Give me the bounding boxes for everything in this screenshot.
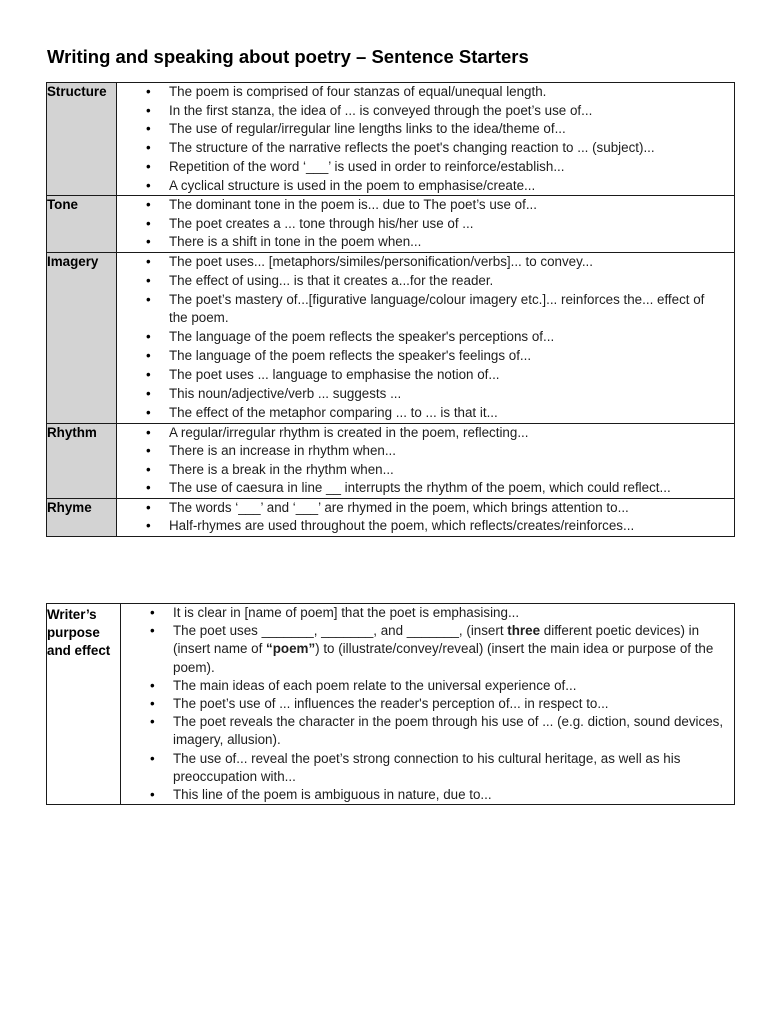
category-rhyme: Rhyme <box>47 498 117 536</box>
list-item: • The structure of the narrative reflects the poet's changing reaction to ... (subject)... <box>117 139 734 158</box>
list-item: • The poet’s mastery of...[figurative language/colour imagery etc.]... reinforces the... effect of the poem. <box>117 291 734 329</box>
table-row <box>47 252 735 423</box>
list-item: • The use of caesura in line __ interrupts the rhythm of the poem, which could reflect... <box>117 479 734 497</box>
list-item: • The poet uses ... language to emphasise the notion of... <box>117 366 734 385</box>
category-structure: Structure <box>47 83 117 196</box>
bullet-list <box>117 196 734 252</box>
emphasis-poem: “poem” <box>266 641 316 657</box>
item-text: ) to (illustrate/convey/reveal) (insert the main idea or purpose of the poem). <box>173 641 714 675</box>
bullet-list <box>117 424 734 498</box>
list-item: • A regular/irregular rhythm is created in the poem, reflecting... <box>117 424 734 442</box>
list-item: • There is a break in the rhythm when... <box>117 461 734 479</box>
bullet-list <box>121 604 734 804</box>
list-item: • The use of regular/irregular line lengths links to the idea/theme of... <box>117 120 734 139</box>
category-rhythm: Rhythm <box>47 423 117 498</box>
writers-purpose-table <box>46 603 735 805</box>
items-cell <box>121 604 735 805</box>
list-item: • In the first stanza, the idea of ... is conveyed through the poet’s use of... <box>117 102 734 121</box>
list-item: • The poem is comprised of four stanzas of equal/unequal length. <box>117 83 734 102</box>
list-item: • The use of... reveal the poet’s strong connection to his cultural heritage, as well as his preoccupation with... <box>121 750 734 786</box>
bullet-list <box>117 499 734 536</box>
list-item: • It is clear in [name of poem] that the poet is emphasising... <box>121 604 734 622</box>
items-cell <box>117 196 735 253</box>
list-item: • The main ideas of each poem relate to the universal experience of... <box>121 677 734 695</box>
items-cell <box>117 83 735 196</box>
list-item: • The words ‘___’ and ‘___’ are rhymed in the poem, which brings attention to... <box>117 499 734 518</box>
list-item: • The poet creates a ... tone through his/her use of ... <box>117 215 734 234</box>
bullet-list <box>117 83 734 195</box>
list-item: • The poet reveals the character in the poem through his use of ... (e.g. diction, sound devices, imagery, allusion). <box>121 713 734 749</box>
list-item: • This line of the poem is ambiguous in nature, due to... <box>121 786 734 804</box>
list-item: • Repetition of the word ‘___’ is used in order to reinforce/establish... <box>117 158 734 177</box>
list-item: • Half-rhymes are used throughout the poem, which reflects/creates/reinforces... <box>117 517 734 536</box>
list-item: • The language of the poem reflects the speaker's perceptions of... <box>117 328 734 347</box>
list-item: • There is an increase in rhythm when... <box>117 442 734 460</box>
item-text: The poet uses _______, _______, and _______, (insert <box>173 623 508 639</box>
table-row <box>47 83 735 196</box>
items-cell <box>117 252 735 423</box>
list-item: • The dominant tone in the poem is... due to The poet’s use of... <box>117 196 734 215</box>
category-imagery: Imagery <box>47 252 117 423</box>
list-item: • There is a shift in tone in the poem when... <box>117 233 734 252</box>
bullet-list <box>117 253 734 423</box>
sentence-starters-table <box>46 82 735 537</box>
table-row <box>47 423 735 498</box>
category-writers-purpose: Writer’s purpose and effect <box>47 604 121 805</box>
list-item: • A cyclical structure is used in the poem to emphasise/create... <box>117 177 734 196</box>
list-item: • The effect of the metaphor comparing ... to ... is that it... <box>117 404 734 423</box>
page-title: Writing and speaking about poetry – Sentence Starters <box>47 46 529 67</box>
list-item: • The language of the poem reflects the speaker's feelings of... <box>117 347 734 366</box>
list-item: • The poet’s use of ... influences the reader's perception of... in respect to... <box>121 695 734 713</box>
list-item: • The poet uses... [metaphors/similes/personification/verbs]... to convey... <box>117 253 734 272</box>
item-text: different poetic devices) in (insert name of <box>173 623 700 657</box>
list-item: • The effect of using... is that it creates a...for the reader. <box>117 272 734 291</box>
table-row <box>47 604 735 805</box>
category-tone: Tone <box>47 196 117 253</box>
items-cell <box>117 498 735 536</box>
table-row <box>47 498 735 536</box>
list-item <box>121 622 734 677</box>
items-cell <box>117 423 735 498</box>
list-item: • This noun/adjective/verb ... suggests ... <box>117 385 734 404</box>
emphasis-three: three <box>507 623 541 639</box>
table-row <box>47 196 735 253</box>
